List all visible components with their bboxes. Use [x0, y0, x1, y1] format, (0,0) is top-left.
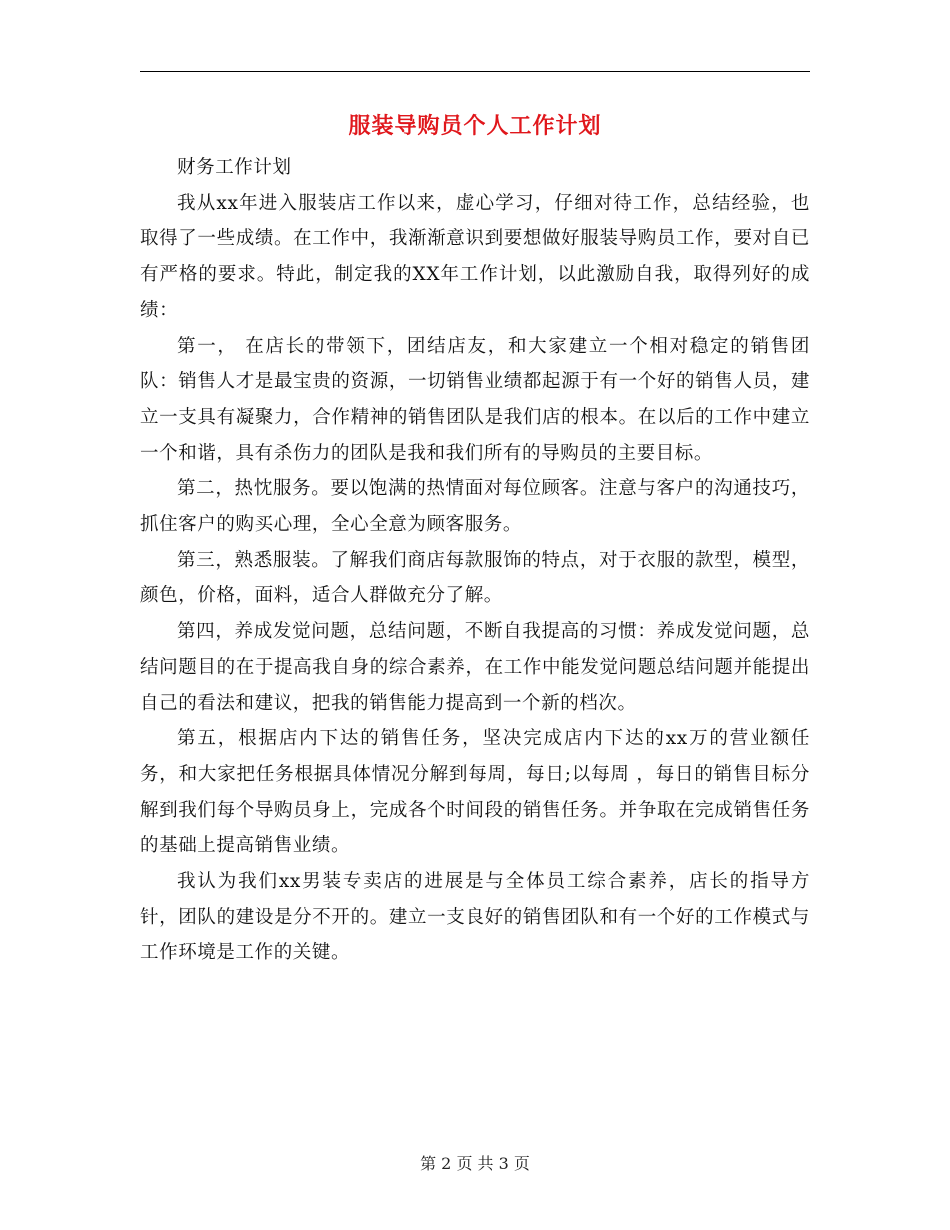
document-body [140, 150, 810, 971]
conclusion-paragraph: 我认为我们xx男装专卖店的进展是与全体员工综合素养，店长的指导方针，团队的建设是分不开的。建立一支良好的销售团队和有一个好的工作模式与工作环境是工作的关键。 [140, 871, 810, 964]
header-rule [140, 71, 810, 72]
document-title: 服装导购员个人工作计划 [348, 113, 602, 139]
point-four-paragraph: 第四，养成发觉问题，总结问题，不断自我提高的习惯：养成发觉问题，总结问题目的在于提高我自身的综合素养，在工作中能发觉问题总结问题并能提出自己的看法和建议，把我的销售能力提高到一个新的档次。 [140, 621, 810, 714]
point-three-paragraph: 第三，熟悉服装。了解我们商店每款服饰的特点，对于衣服的款型，模型，颜色，价格，面料，适合人群做充分了解。 [140, 549, 810, 607]
point-one-paragraph: 第一， 在店长的带领下，团结店友，和大家建立一个相对稳定的销售团队：销售人才是最宝贵的资源，一切销售业绩都起源于有一个好的销售人员，建立一支具有凝聚力，合作精神的销售团队是我们店的根本。在以后的工作中建立一个和谐，具有杀伤力的团队是我和我们所有的导购员的主要目标。 [140, 335, 810, 464]
page-number: 第 2 页 共 3 页 [420, 1154, 530, 1173]
point-five-paragraph: 第五，根据店内下达的销售任务，坚决完成店内下达的xx万的营业额任务，和大家把任务根据具体情况分解到每周，每日;以每周 ，每日的销售目标分解到我们每个导购员身上，完成各个时间段的销售任务。并争取在完成销售任务的基础上提高销售业绩。 [140, 728, 810, 857]
page-footer [0, 1152, 950, 1176]
intro-paragraph: 我从xx年进入服装店工作以来，虚心学习，仔细对待工作，总结经验，也取得了一些成绩。在工作中，我渐渐意识到要想做好服装导购员工作，要对自已有严格的要求。特此，制定我的XX年工作计划，以此激励自我，取得列好的成绩： [140, 192, 810, 321]
point-two-paragraph: 第二，热忱服务。要以饱满的热情面对每位顾客。注意与客户的沟通技巧，抓住客户的购买心理，全心全意为顾客服务。 [140, 478, 810, 536]
section-heading: 财务工作计划 [177, 157, 292, 178]
